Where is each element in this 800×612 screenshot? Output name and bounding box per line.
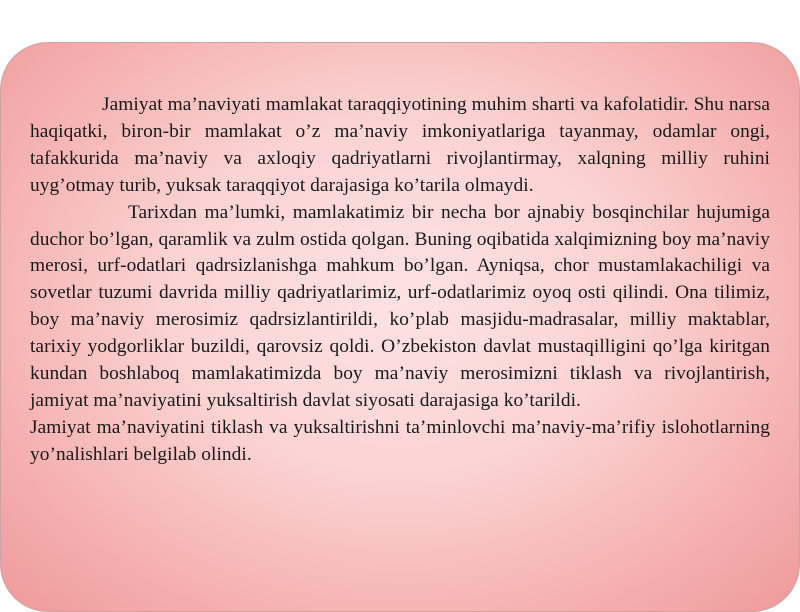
text-body — [30, 92, 770, 469]
paragraph-3: Jamiyat ma’naviyatini tiklash va yuksaltirishni ta’minlovchi ma’naviy-ma’rifiy islohotlarning yo’nalishlari belgilab olindi. — [30, 416, 770, 465]
paragraph-2: Tarixdan ma’lumki, mamlakatimiz bir necha bor ajnabiy bosqinchilar hujumiga duchor bo’lgan, qaramlik va zulm ostida qolgan. Buning oqibatida xalqimizning boy ma’naviy merosi, urf-odatlari qadrsizlanishga mahkum bo’lgan. Ayniqsa, chor mustamlakachiligi va sovetlar tuzumi davrida milliy qadriyatlarimiz, urf-odatlarimiz oyoq osti qilindi. Ona tilimiz, boy ma’naviy merosimiz qadrsizlantirildi, ko’plab masjidu-madrasalar, milliy maktablar, tarixiy yodgorliklar buzildi, qarovsiz qoldi. O’zbekiston davlat mustaqilligini qo’lga kiritgan kundan boshlaboq mamlakatimizda boy ma’naviy merosimizni tiklash va rivojlantirish, jamiyat ma’naviyatini yuksaltirish davlat siyosati darajasiga ko’tarildi. — [30, 201, 770, 411]
paragraph-1: Jamiyat ma’naviyati mamlakat taraqqiyotining muhim sharti va kafolatidir. Shu narsa haqiqatki, biron-bir mamlakat o’z ma’naviy imkoniyatlariga tayanmay, odamlar ongi, tafakkurida ma’naviy va axloqiy qadriyatlarni rivojlantirmay, xalqning milliy ruhini uyg’otmay turib, yuksak taraqqiyot darajasiga ko’tarila olmaydi. — [30, 94, 770, 196]
